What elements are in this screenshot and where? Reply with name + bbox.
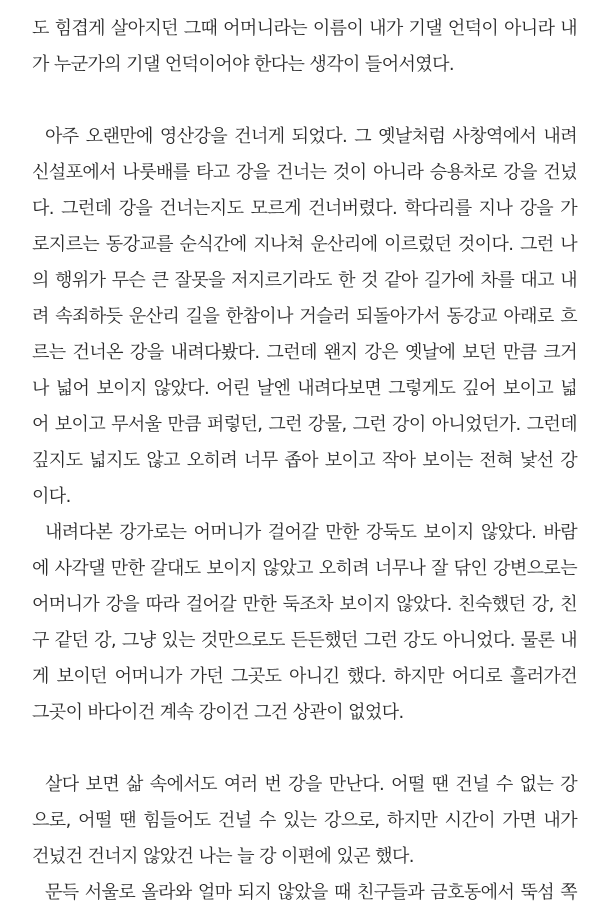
text-line: 에 사각댈 만한 갈대도 보이지 않았고 오히려 너무나 잘 닦인 강변으로는 xyxy=(32,558,577,579)
text-line: 신설포에서 나룻배를 타고 강을 건너는 것이 아니라 승용차로 강을 건넜 xyxy=(32,162,577,183)
text-line: 어머니가 강을 따라 걸어갈 만한 둑조차 보이지 않았다. 친숙했던 강, 친 xyxy=(32,594,577,615)
text-line: 건넜건 건너지 않았건 나는 늘 강 이편에 있곤 했다. xyxy=(32,846,414,867)
text-line: 르는 건너온 강을 내려다봤다. 그런데 왠지 강은 옛날에 보던 만큼 크거 xyxy=(32,342,577,363)
text-line: 문득 서울로 올라와 얼마 되지 않았을 때 친구들과 금호동에서 뚝섬 쪽 xyxy=(45,882,577,903)
text-line: 살다 보면 삶 속에서도 여러 번 강을 만난다. 어떨 땐 건널 수 없는 강 xyxy=(45,774,577,795)
text-line: 으로, 어떨 땐 힘들어도 건널 수 있는 강으로, 하지만 시간이 가면 내가 xyxy=(32,810,577,831)
text-line: 다. 그런데 강을 건너는지도 모르게 건너버렸다. 학다리를 지나 강을 가 xyxy=(32,198,577,219)
text-line: 로지르는 동강교를 순식간에 지나쳐 운산리에 이르렀던 것이다. 그런 나 xyxy=(32,234,577,255)
text-line: 이다. xyxy=(32,486,71,507)
text-line: 도 힘겹게 살아지던 그때 어머니라는 이름이 내가 기댈 언덕이 아니라 내 xyxy=(32,18,577,39)
text-line: 려 속죄하듯 운산리 길을 한참이나 거슬러 되돌아가서 동강교 아래로 흐 xyxy=(32,306,577,327)
text-line: 어 보이고 무서울 만큼 퍼렇던, 그런 강물, 그런 강이 아니었던가. 그런데 xyxy=(32,414,577,435)
text-line: 나 넓어 보이지 않았다. 어린 날엔 내려다보면 그렇게도 깊어 보이고 넓 xyxy=(32,378,577,399)
text-line: 의 행위가 무슨 큰 잘못을 저지르기라도 한 것 같아 길가에 차를 대고 내 xyxy=(32,270,577,291)
text-line: 게 보이던 어머니가 가던 그곳도 아니긴 했다. 하지만 어디로 흘러가건 xyxy=(32,666,577,687)
text-line: 가 누군가의 기댈 언덕이어야 한다는 생각이 들어서였다. xyxy=(32,54,454,75)
text-line: 깊지도 넓지도 않고 오히려 너무 좁아 보이고 작아 보이는 전혀 낯선 강 xyxy=(32,450,577,471)
text-line: 내려다본 강가로는 어머니가 걸어갈 만한 강둑도 보이지 않았다. 바람 xyxy=(45,522,577,543)
text-line: 구 같던 강, 그냥 있는 것만으로도 든든했던 그런 강도 아니었다. 물론 내 xyxy=(32,630,577,651)
text-line: 아주 오랜만에 영산강을 건너게 되었다. 그 옛날처럼 사창역에서 내려 xyxy=(45,126,577,147)
text-line: 그곳이 바다이건 계속 강이건 그건 상관이 없었다. xyxy=(32,702,404,723)
